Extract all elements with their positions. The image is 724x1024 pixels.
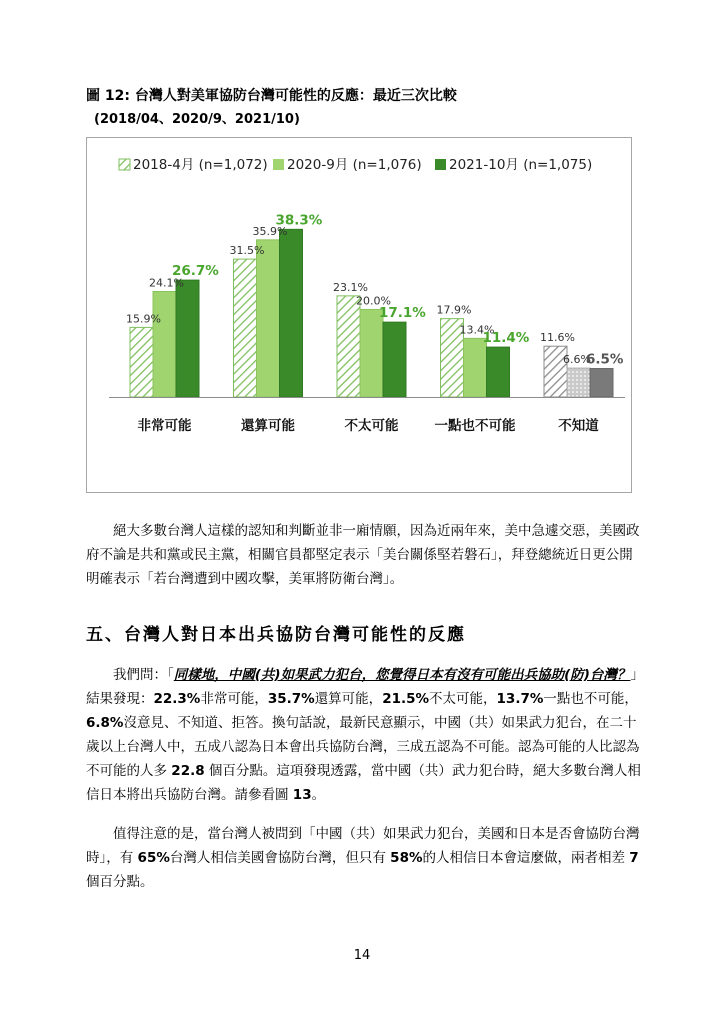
- paragraph-us-context: [86, 519, 642, 591]
- bar-0-2: [176, 280, 199, 397]
- paragraph-1-text: 絕大多數台灣人這樣的認知和判斷並非一廂情願，因為近兩年來，美中急遽交惡，美國政府不論是共和黨或民主黨，相關官員都堅定表示「美台關係堅若磐石」，拜登總統近日更公開明確表示「若台灣遭到中國攻擊，美軍將防衛台灣」。: [86, 523, 640, 587]
- data-label-0-2: 26.7%: [172, 263, 219, 280]
- figure-title: 圖 12: 台灣人對美軍協防台灣可能性的反應：最近三次比較: [86, 88, 457, 104]
- category-label-1: 還算可能: [241, 418, 295, 434]
- paragraph-us-japan-compare: [86, 822, 642, 894]
- legend-label-2: 2021-10月 (n=1,075): [449, 157, 593, 173]
- data-label-3-1: 13.4%: [459, 323, 495, 337]
- data-label-4-1: 6.6%: [563, 353, 591, 367]
- data-label-3-2: 11.4%: [482, 330, 530, 347]
- bar-3-2: [487, 347, 510, 397]
- bar-0-0: [130, 327, 153, 397]
- bar-1-1: [257, 240, 280, 397]
- page-number: 14: [353, 948, 371, 963]
- data-label-0-0: 15.9%: [126, 312, 161, 326]
- data-label-2-1: 20.0%: [356, 294, 391, 308]
- category-label-3: 一點也不可能: [434, 418, 516, 434]
- bar-4-1: [567, 368, 590, 397]
- paragraph-2-text: 我們問：「同樣地，中國(共)如果武力犯台，您覺得日本有沒有可能出兵協助(防)台灣？」結果發現：22.3%非常可能，35.7%還算可能，21.5%不太可能，13.7%一點也不可能，6.8%沒意見、不知道、拒答。換句話說，最新民意顯示，中國（共）如果武力犯台，在二十歲以上台灣人中，五成八認為日本會出兵協防台灣，三成五認為不可能。認為可能的人比認為不可能的人多 22.8 個百分點。這項發現透露，當中國（共）武力犯台時，絕大多數台灣人相信日本將出兵協防台灣。請參看圖 13。: [86, 667, 641, 803]
- bar-2-1: [360, 309, 383, 397]
- legend-swatch-1: [273, 159, 284, 170]
- bar-1-0: [234, 259, 257, 397]
- paragraph-3-text: 值得注意的是，當台灣人被問到「中國（共）如果武力犯台，美國和日本是否會協防台灣時」，有 65%台灣人相信美國會協防台灣，但只有 58%的人相信日本會這麼做，兩者相差 7 個百分點。: [86, 826, 640, 890]
- bar-2-0: [337, 296, 360, 397]
- bar-3-1: [464, 338, 487, 397]
- bar-2-2: [383, 322, 406, 397]
- chart-container: [86, 137, 632, 493]
- data-label-3-0: 17.9%: [436, 303, 472, 317]
- bar-0-1: [153, 291, 176, 397]
- chart-x-axis: [109, 398, 625, 435]
- legend-swatch-0: [119, 159, 130, 170]
- legend-label-1: 2020-9月 (n=1,076): [287, 157, 422, 173]
- data-label-4-0: 11.6%: [540, 331, 575, 345]
- bar-chart: [87, 138, 633, 494]
- data-label-4-2: 6.5%: [586, 351, 624, 368]
- bar-1-2: [280, 229, 303, 397]
- paragraph-japan-results: [86, 663, 642, 807]
- data-label-2-0: 23.1%: [333, 280, 368, 294]
- category-label-2: 不太可能: [344, 418, 399, 434]
- chart-bars: [130, 229, 613, 397]
- data-label-1-1: 35.9%: [252, 224, 288, 238]
- data-label-2-2: 17.1%: [379, 305, 426, 322]
- category-label-4: 不知道: [558, 418, 599, 434]
- section-heading: 五、台灣人對日本出兵協防台灣可能性的反應: [86, 625, 466, 645]
- category-label-0: 非常可能: [137, 418, 192, 434]
- chart-legend: [119, 157, 592, 173]
- data-label-1-2: 38.3%: [275, 212, 323, 229]
- data-label-0-1: 24.1%: [149, 276, 184, 290]
- data-label-1-0: 31.5%: [229, 244, 265, 258]
- survey-question: 同樣地，中國(共)如果武力犯台，您覺得日本有沒有可能出兵協助(防)台灣？: [173, 667, 631, 683]
- legend-swatch-2: [435, 159, 446, 170]
- bar-4-2: [590, 369, 613, 397]
- figure-subtitle: (2018/04、2020/9、2021/10): [94, 112, 300, 127]
- legend-label-0: 2018-4月 (n=1,072): [133, 157, 268, 173]
